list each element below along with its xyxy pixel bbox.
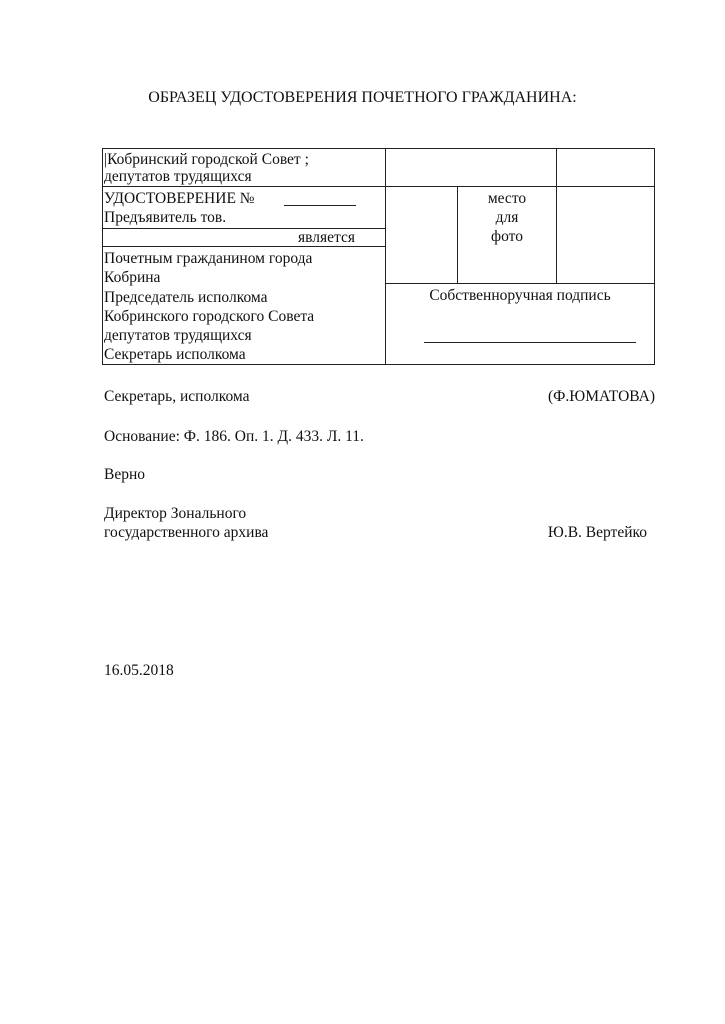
- director-title-line-2: государственного архива: [104, 524, 269, 541]
- document-date: 16.05.2018: [104, 662, 174, 679]
- photo-line-2: для: [495, 209, 519, 226]
- verified-label: Верно: [104, 466, 146, 483]
- director-title-line-1: Директор Зонального: [104, 505, 247, 522]
- table-border-left: [102, 148, 103, 365]
- body-line-4: Кобринского городского Совета: [104, 308, 315, 325]
- photo-line-3: фото: [491, 228, 523, 245]
- bearer-label: Предъявитель тов.: [104, 209, 227, 226]
- body-line-5: депутатов трудящихся: [104, 327, 252, 344]
- table-border-right: [654, 148, 655, 365]
- certificate-number-blank: [284, 205, 356, 206]
- table-divider-right-inner: [556, 148, 557, 283]
- signature-blank-line: [424, 342, 636, 343]
- body-line-3: Председатель исполкома: [104, 289, 268, 306]
- photo-line-1: место: [487, 190, 527, 207]
- table-divider-left-column: [385, 148, 386, 365]
- document-title: ОБРАЗЕЦ УДОСТОВЕРЕНИЯ ПОЧЕТНОГО ГРАЖДАНИНА:: [148, 89, 577, 106]
- table-border-top: [102, 148, 655, 149]
- issuer-line-1: |Кобринский городской Совет ;: [104, 151, 309, 168]
- table-divider-right-row: [385, 186, 655, 187]
- is-label: является: [298, 229, 355, 246]
- certificate-number-label: УДОСТОВЕРЕНИЕ №: [104, 190, 255, 207]
- body-line-1: Почетным гражданином города: [104, 250, 313, 267]
- archive-basis: Основание: Ф. 186. Оп. 1. Д. 433. Л. 11.: [104, 428, 364, 445]
- issuer-line-2: депутатов трудящихся: [104, 168, 252, 185]
- body-line-6: Секретарь исполкома: [104, 346, 246, 363]
- secretary-name: (Ф.ЮМАТОВА): [547, 388, 655, 405]
- body-line-2: Кобрина: [104, 269, 161, 286]
- secretary-label: Секретарь, исполкома: [104, 388, 250, 405]
- director-name: Ю.В. Вертейко: [547, 524, 647, 541]
- table-divider-signature-top: [385, 283, 655, 284]
- signature-label: Собственноручная подпись: [429, 287, 611, 304]
